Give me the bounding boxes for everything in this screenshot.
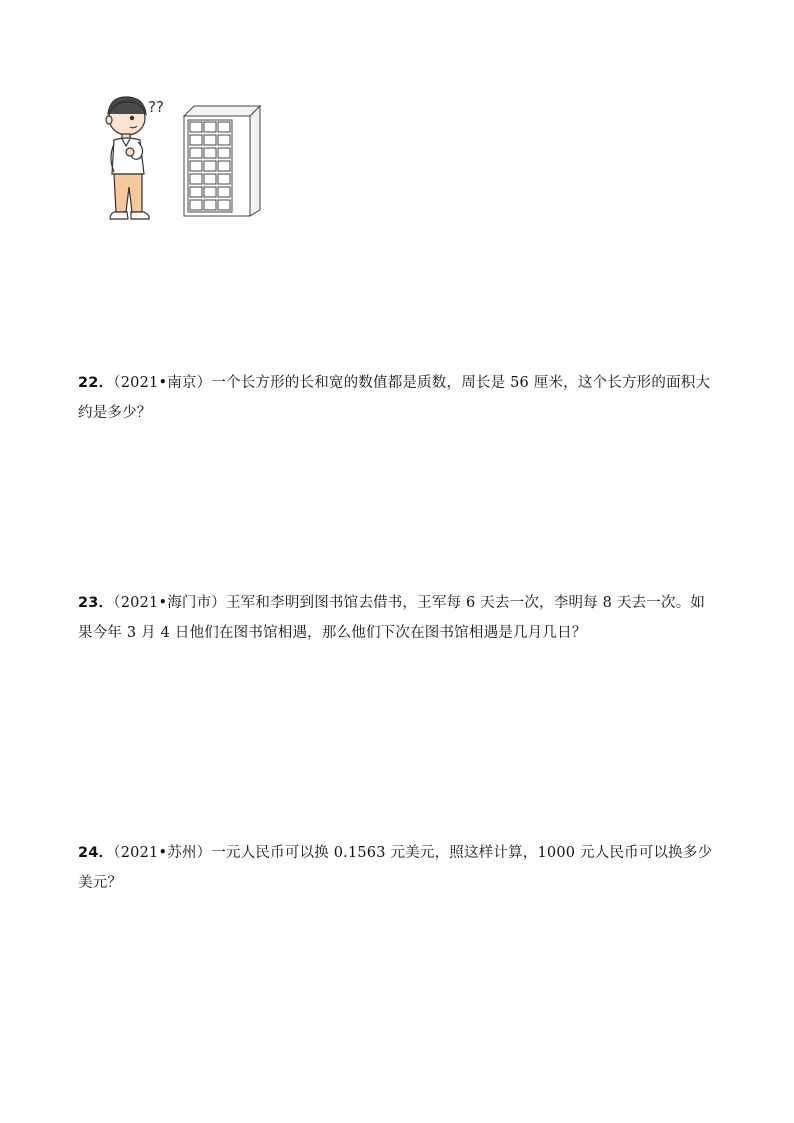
question-23: 23．（2021•海门市）王军和李明到图书馆去借书，王军每 6 天去一次，李明每 8 天去一次。如果今年 3 月 4 日他们在图书馆相遇，那么他们下次在图书馆相遇是几月几日？ bbox=[78, 595, 706, 641]
question-number: 22 bbox=[78, 375, 99, 391]
question-source: （2021•南京） bbox=[113, 375, 212, 391]
question-text: 王军和李明到图书馆去借书，王军每 6 天去一次，李明每 8 天去一次。如果今年 3 月 4 日他们在图书馆相遇，那么他们下次在图书馆相遇是几月几日？ bbox=[78, 595, 706, 641]
question-text: 一个长方形的长和宽的数值都是质数，周长是 56 厘米，这个长方形的面积大约是多少？ bbox=[78, 375, 711, 421]
question-number: 24 bbox=[78, 845, 99, 861]
question-24: 24．（2021•苏州）一元人民币可以换 0.1563 元美元，照这样计算，1000 元人民币可以换多少美元？ bbox=[78, 845, 713, 891]
question-source: （2021•海门市） bbox=[113, 595, 227, 611]
boy-locker-svg bbox=[100, 92, 275, 232]
boy-and-locker-illustration bbox=[100, 92, 275, 232]
question-22: 22．（2021•南京）一个长方形的长和宽的数值都是质数，周长是 56 厘米，这个长方形的面积大约是多少？ bbox=[78, 375, 711, 421]
locker-cabinet bbox=[184, 106, 260, 216]
boy-figure bbox=[106, 97, 149, 219]
question-marks: ?? bbox=[148, 98, 164, 116]
question-text: 一元人民币可以换 0.1563 元美元，照这样计算，1000 元人民币可以换多少美元？ bbox=[78, 845, 713, 891]
question-source: （2021•苏州） bbox=[113, 845, 212, 861]
question-number: 23 bbox=[78, 595, 99, 611]
locker-doors bbox=[190, 122, 230, 210]
